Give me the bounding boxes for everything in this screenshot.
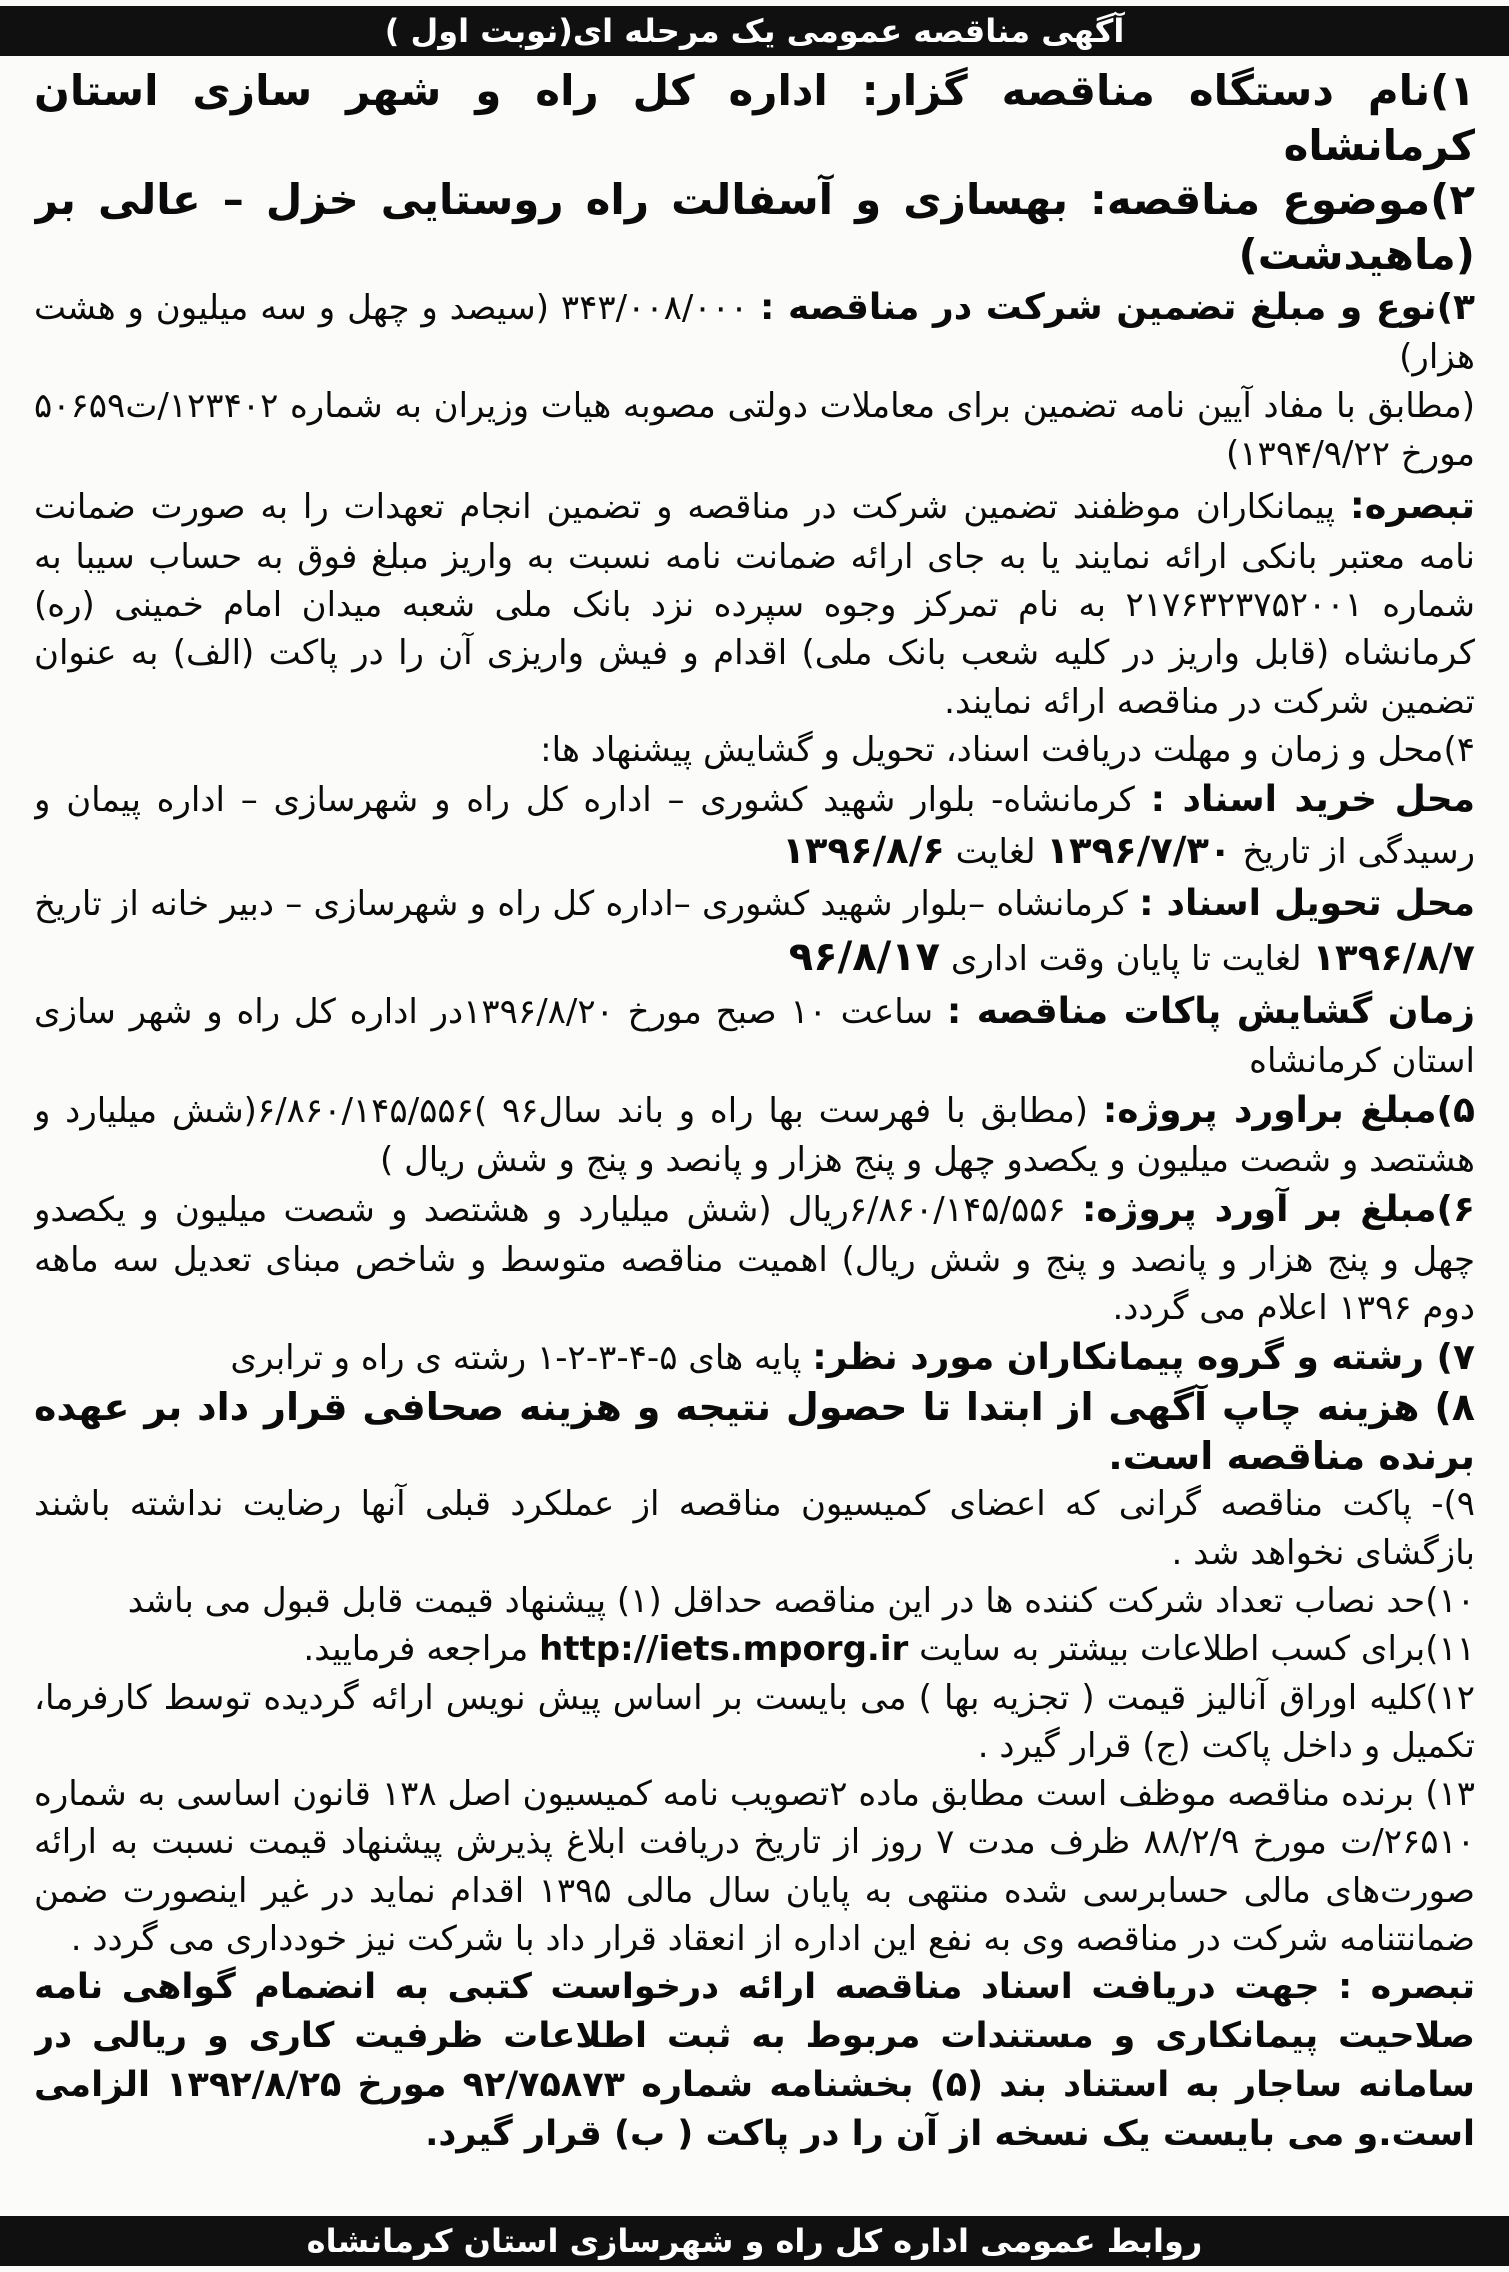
item-3-text: ۳۴۳/۰۰۸/۰۰۰ (سیصد و چهل و سه میلیون و هشت هزار) xyxy=(34,288,1475,378)
item-4-purchase xyxy=(34,774,1475,878)
delivery-to-date: ۹۶/۸/۱۷ xyxy=(788,933,941,980)
item-11-before: ۱۱)برای کسب اطلاعات بیشتر به سایت xyxy=(919,1629,1475,1670)
item-11-website xyxy=(34,1625,1475,1673)
item-13-financial: ۱۳) برنده مناقصه موظف است مطابق ماده ۲تصویب نامه کمیسیون اصل ۱۳۸ قانون اساسی به شماره ۲۶۵۱۰/ت مورخ ۸۸/۲/۹ ظرف مدت ۷ روز از تاریخ دریافت ابلاغ پذیرش پیشنهاد قیمت نسبت به ارائه صورت‌های مالی حسابرسی شده منتهی به پایان سال مالی ۱۳۹۵ اقدام نماید در غیر اینصورت ضمن ضمانتنامه شرکت در مناقصه وی به نفع این اداره از انعقاد قرار داد با شرکت نیز خودداری می گردد . xyxy=(34,1774,1475,1959)
item-7-contractor-grade xyxy=(34,1332,1475,1383)
item-11-after: مراجعه فرمایید. xyxy=(303,1629,529,1670)
item-2-subject: ۲)موضوع مناقصه: بهسازی و آسفالت راه روستایی خزل – عالی بر (ماهیدشت) xyxy=(34,175,1475,279)
note-1-text: پیمانکاران موظفند تضمین شرکت در مناقصه و تضمین انجام تعهدات را به صورت ضمانت نامه معتبر بانکی ارائه نمایند یا به جای ارائه ضمانت نامه نسبت به واریز مبلغ فوق به حساب سیبا به شماره ۲۱۷۶۳۲۳۷۵۲۰۰۱ به نام تمرکز وجوه سپرده نزد بانک ملی شعبه میدان امام خمینی (ره) کرمانشاه (قابل واریز در کلیه شعب بانک ملی) اقدام و فیش واریزی آن را در پاکت (الف) به عنوان تضمین شرکت در مناقصه ارائه نمایند. xyxy=(34,487,1475,722)
item-12-price-analysis: ۱۲)کلیه اوراق آنالیز قیمت ( تجزیه بها ) می بایست بر اساس پیش نویس ارائه گردیده توسط کارفرما، تکمیل و داخل پاکت (ج) قرار گیرد . xyxy=(34,1677,1475,1766)
header-title: آگهی مناقصه عمومی یک مرحله ای(نوبت اول ) xyxy=(384,12,1125,50)
item-10-quorum: ۱۰)حد نصاب تعداد شرکت کننده ها در این مناقصه حداقل (۱) پیشنهاد قیمت قابل قبول می باشد xyxy=(127,1580,1475,1621)
item-3-guarantee xyxy=(34,282,1475,381)
footer-banner xyxy=(0,2216,1509,2266)
item-8-costs: ۸) هزینه چاپ آگهی از ابتدا تا حصول نتیجه و هزینه صحافی قرار داد بر عهده برنده مناقصه است. xyxy=(34,1385,1475,1478)
delivery-mid: لغایت تا پایان وقت اداری xyxy=(950,938,1302,979)
note-1-label: تبصره: xyxy=(1349,484,1475,528)
item-6-estimate xyxy=(34,1184,1475,1332)
ad-body xyxy=(34,64,1475,2202)
delivery-label: محل تحویل اسناد : xyxy=(1139,882,1475,924)
item-7-text: پایه های ۵-۴-۳-۲-۱ رشته ی راه و ترابری xyxy=(230,1338,802,1379)
item-4-delivery xyxy=(34,878,1475,986)
purchase-to-date: ۱۳۹۶/۸/۶ xyxy=(782,829,945,873)
opening-label: زمان گشایش پاکات مناقصه : xyxy=(946,990,1475,1032)
item-7-label: ۷) رشته و گروه پیمانکاران مورد نظر: xyxy=(812,1337,1475,1379)
purchase-mid: لغایت xyxy=(955,832,1036,873)
item-3-note: (مطابق با مفاد آیین نامه تضمین برای معاملات دولتی مصوبه هیات وزیران به شماره ۱۲۳۴۰۲/ت۵۰۶۵۹ مورخ ۱۳۹۴/۹/۲۲) xyxy=(34,385,1475,475)
item-5-text: (مطابق با فهرست بها راه و باند سال۹۶ )۶/۸۶۰/۱۴۵/۵۵۶(شش میلیارد و هشتصد و شصت میلیون و یکصدو چهل و پنج هزار و پانصد و پنج و شش ریال ) xyxy=(34,1091,1475,1181)
delivery-text: کرمانشاه –بلوار شهید کشوری –اداره کل راه و شهرسازی – دبیر خانه از تاریخ xyxy=(34,883,1128,924)
item-5-estimate xyxy=(34,1085,1475,1184)
delivery-from-date: ۱۳۹۶/۸/۷ xyxy=(1312,935,1475,979)
item-1-organizer: ۱)نام دستگاه مناقصه گزار: اداره کل راه و شهر سازی استان کرمانشاه xyxy=(34,66,1475,170)
purchase-from-date: ۱۳۹۶/۷/۳۰ xyxy=(1046,829,1232,873)
opening-text: ساعت ۱۰ صبح مورخ ۱۳۹۶/۸/۲۰در اداره کل راه و شهر سازی استان کرمانشاه xyxy=(34,991,1475,1081)
item-6-text: ۶/۸۶۰/۱۴۵/۵۵۶ریال (شش میلیارد و هشتصد و شصت میلیون و یکصدو چهل و پنج هزار و پانصد و پنج و شش ریال) اهمیت مناقصه متوسط و شاخص مبنای تعدیل سه ماهه دوم ۱۳۹۶ اعلام می گردد. xyxy=(34,1190,1475,1328)
item-4-heading: ۴)محل و زمان و مهلت دریافت اسناد، تحویل و گشایش پیشنهاد ها: xyxy=(540,729,1475,770)
note-2: تبصره : جهت دریافت اسناد مناقصه ارائه درخواست کتبی به انضمام گواهی نامه صلاحیت پیمانکاری و مستندات مربوط به ثبت اطلاعات ظرفیت کاری و ریالی در سامانه ساجار به استناد بند (۵) بخشنامه شماره ۹۲/۷۵۸۷۳ مورخ ۱۳۹۲/۸/۲۵ الزامی است.و می بایست یک نسخه از آن را در پاکت ( ب) قرار گیرد. xyxy=(34,1967,1475,2155)
website-link[interactable]: http://iets.mporg.ir xyxy=(539,1629,909,1670)
header-banner xyxy=(0,6,1509,56)
footer-text: روابط عمومی اداره کل راه و شهرسازی استان کرمانشاه xyxy=(306,2222,1203,2260)
purchase-text: کرمانشاه- بلوار شهید کشوری – اداره کل راه و شهرسازی – اداره پیمان و رسیدگی از تاریخ xyxy=(34,780,1475,873)
item-6-label: ۶)مبلغ بر آورد پروژه: xyxy=(1082,1189,1475,1231)
note-1 xyxy=(34,480,1475,726)
item-9-rejection: ۹)- پاکت مناقصه گرانی که اعضای کمیسیون مناقصه از عملکرد قبلی آنها رضایت نداشته باشند بازگشای نخواهد شد . xyxy=(34,1484,1475,1573)
item-3-label: ۳)نوع و مبلغ تضمین شرکت در مناقصه : xyxy=(760,287,1475,329)
item-4-opening xyxy=(34,986,1475,1085)
purchase-label: محل خرید اسناد : xyxy=(1150,779,1475,821)
item-5-label: ۵)مبلغ براورد پروژه: xyxy=(1102,1090,1475,1132)
